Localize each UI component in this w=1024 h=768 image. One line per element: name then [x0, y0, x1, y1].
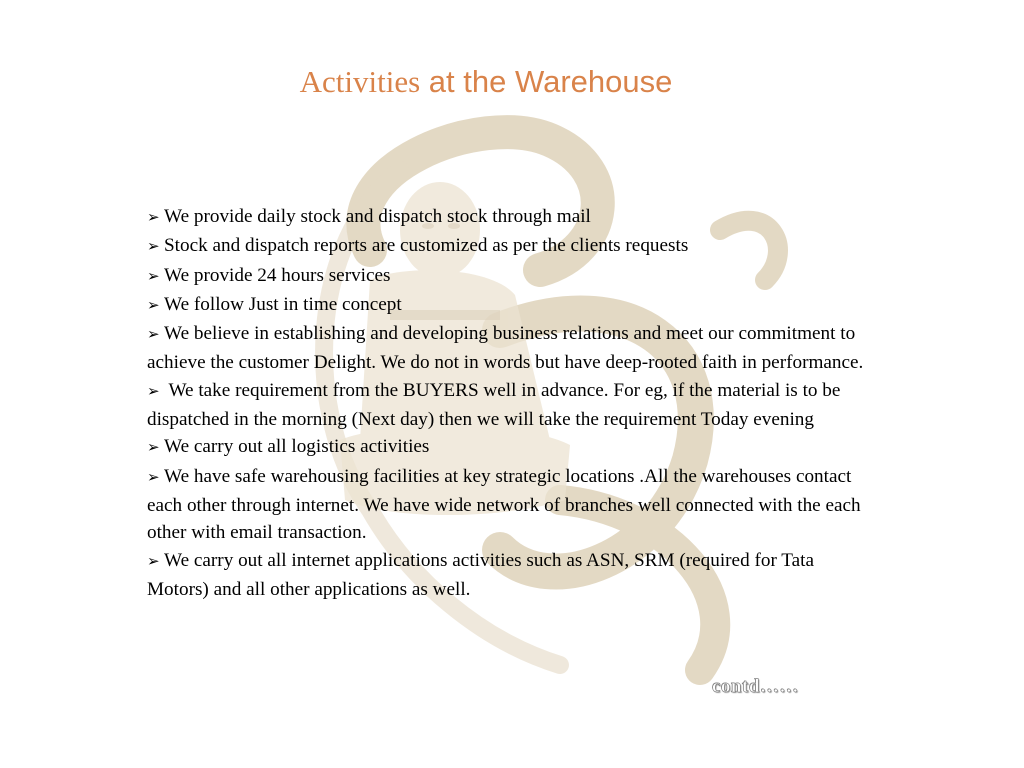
list-item-text: Stock and dispatch reports are customized as per the clients requests [164, 235, 689, 257]
list-item [147, 291, 867, 320]
list-item [147, 377, 867, 434]
list-item-text: We take requirement from the BUYERS well in advance. For eg, if the material is to be dispatched in the morning (Next day) then we will take the requirement Today evening [147, 379, 841, 431]
list-item-text: We carry out all internet applications activities such as ASN, SRM (required for Tata Motors) and all other applications as well. [147, 549, 815, 600]
page-title [0, 64, 972, 100]
arrow-bullet-icon: ➢ [147, 469, 160, 486]
list-item-text: We carry out all logistics activities [164, 436, 430, 458]
list-item-text: We believe in establishing and developing business relations and meet our commitment to achieve the customer Delight. We do not in words but have deep-rooted faith in performance. [147, 323, 864, 374]
arrow-bullet-icon: ➢ [147, 440, 160, 457]
arrow-bullet-icon: ➢ [147, 327, 160, 344]
list-item [147, 547, 867, 604]
bullet-list [147, 203, 867, 603]
list-item [147, 232, 867, 261]
arrow-bullet-icon: ➢ [147, 268, 160, 285]
list-item [147, 433, 867, 462]
arrow-bullet-icon: ➢ [147, 553, 160, 570]
arrow-bullet-icon: ➢ [147, 239, 160, 256]
title-part-2: at the Warehouse [420, 64, 673, 99]
list-item-text: We provide daily stock and dispatch stock through mail [164, 206, 591, 227]
list-item-text: We have safe warehousing facilities at key strategic locations .All the warehouses contact each other through internet. We have wide network of branches well connected with the each other with email transaction. [147, 465, 861, 544]
list-item [147, 320, 867, 377]
list-item-text: We provide 24 hours services [164, 264, 391, 286]
list-item-text: We follow Just in time concept [164, 293, 402, 315]
arrow-bullet-icon: ➢ [147, 297, 160, 314]
continued-label: contd…… [712, 676, 799, 697]
title-part-1: Activities [299, 64, 421, 99]
arrow-bullet-icon: ➢ [147, 210, 160, 226]
list-item [147, 463, 867, 547]
list-item [147, 203, 867, 232]
arrow-bullet-icon: ➢ [147, 383, 160, 400]
list-item [147, 262, 867, 291]
